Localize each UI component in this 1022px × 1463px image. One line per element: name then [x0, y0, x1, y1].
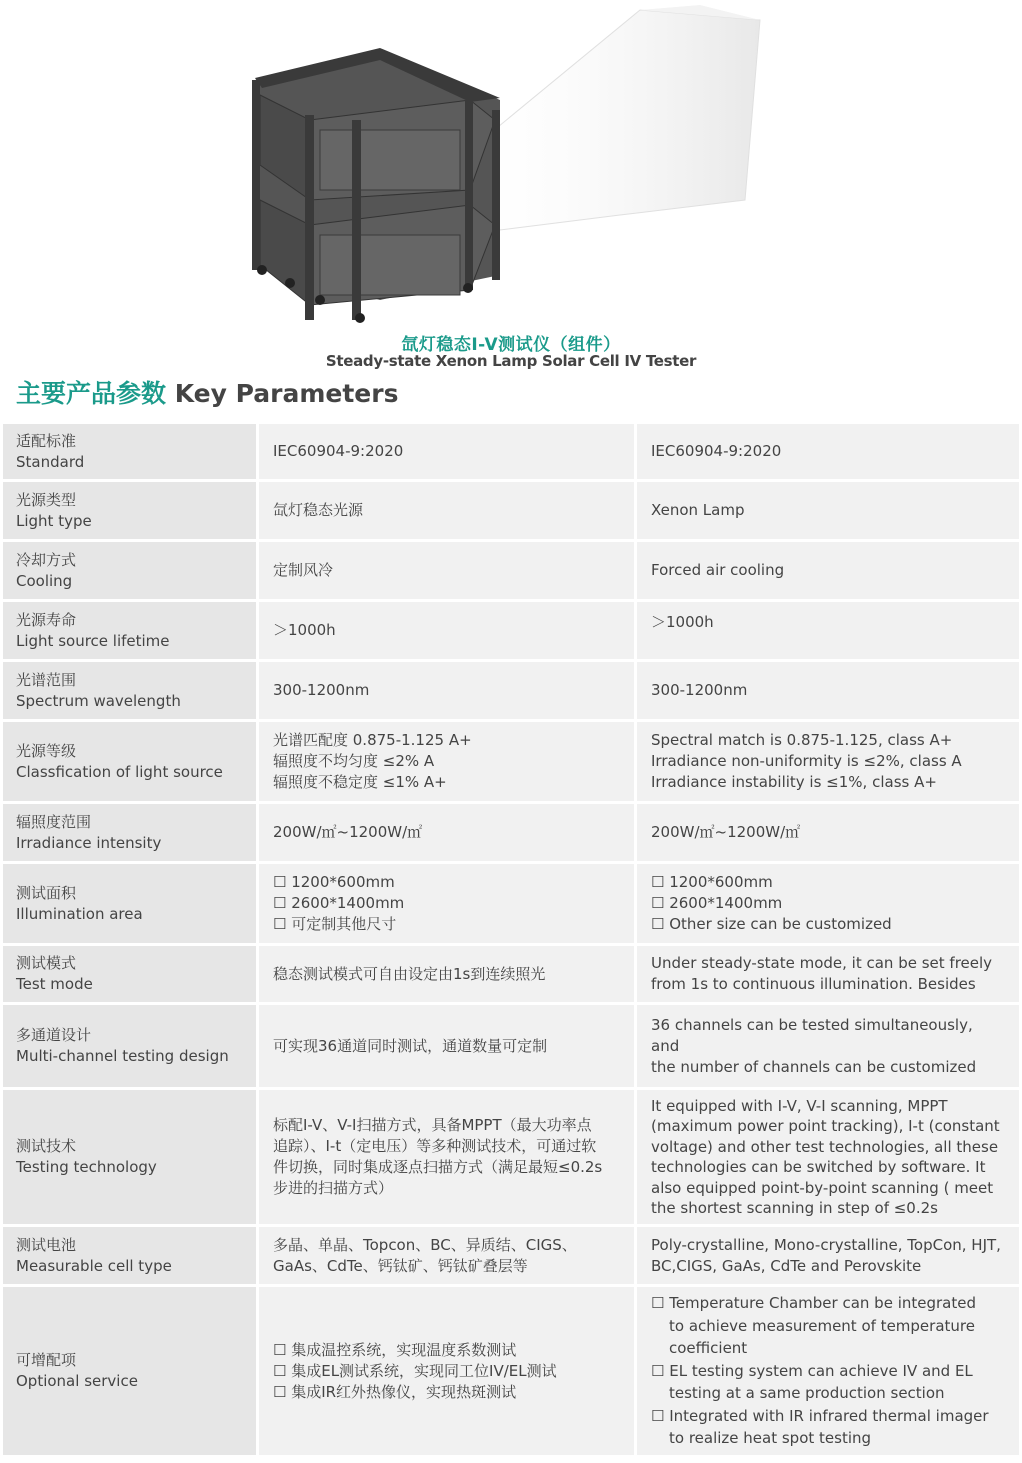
value-cn: 定制风冷 — [259, 542, 634, 599]
value-en: Forced air cooling — [637, 542, 1019, 599]
value-cn: 稳态测试模式可自由设定由1s到连续照光 — [259, 946, 634, 1002]
parameters-table — [0, 421, 1022, 1458]
value-cn: ☐ 集成温控系统，实现温度系数测试 ☐ 集成EL测试系统，实现同工位IV/EL测试 ☐ 集成IR红外热像仪，实现热斑测试 — [259, 1287, 634, 1455]
row-label: 测试电池 Measurable cell type — [3, 1227, 256, 1284]
table-row — [3, 946, 1019, 1002]
table-row — [3, 542, 1019, 599]
value-cn: 光谱匹配度 0.875-1.125 A+ 辐照度不均匀度 ≤2% A 辐照度不稳定度 ≤1% A+ — [259, 722, 634, 801]
value-en: ☐ 1200*600mm ☐ 2600*1400mm ☐ Other size can be customized — [637, 864, 1019, 943]
section-title-en: Key Parameters — [174, 379, 399, 408]
table-row — [3, 482, 1019, 539]
table-row — [3, 662, 1019, 719]
row-label: 多通道设计 Multi-channel testing design — [3, 1005, 256, 1087]
value-en: ☐ Temperature Chamber can be integrated to achieve measurement of temperature coefficient ☐ EL testing system can achieve IV and EL testing at a same production section ☐ Integrated with IR infrared thermal imager to realize heat spot testing — [637, 1287, 1019, 1455]
value-cn: 可实现36通道同时测试，通道数量可定制 — [259, 1005, 634, 1087]
row-label: 辐照度范围 Irradiance intensity — [3, 804, 256, 861]
value-en: Xenon Lamp — [637, 482, 1019, 539]
table-row — [3, 424, 1019, 479]
row-label: 适配标准 Standard — [3, 424, 256, 479]
value-cn: 300-1200nm — [259, 662, 634, 719]
row-label: 测试技术 Testing technology — [3, 1090, 256, 1224]
value-en: ＞1000h — [637, 602, 1019, 659]
row-label: 测试面积 Illumination area — [3, 864, 256, 943]
table-row — [3, 1090, 1019, 1224]
value-cn: IEC60904-9:2020 — [259, 424, 634, 479]
xenon-tester-illustration — [0, 0, 1022, 330]
product-image — [0, 0, 1022, 330]
value-en: IEC60904-9:2020 — [637, 424, 1019, 479]
table-row — [3, 804, 1019, 861]
value-en: Spectral match is 0.875-1.125, class A+ Irradiance non-uniformity is ≤2%, class A Irradiance instability is ≤1%, class A+ — [637, 722, 1019, 801]
value-en: It equipped with I-V, V-I scanning, MPPT (maximum power point tracking), I-t (constant voltage) and other test technologies, all these technologies can be switched by software. It also equipped point-by-point scanning ( meet the shortest scanning in step of ≤0.2s — [637, 1090, 1019, 1224]
row-label: 光源等级 Classfication of light source — [3, 722, 256, 801]
product-title-cn: 氙灯稳态I-V测试仪（组件） — [401, 335, 621, 355]
row-label: 光源寿命 Light source lifetime — [3, 602, 256, 659]
product-title-en: Steady-state Xenon Lamp Solar Cell IV Tester — [325, 352, 697, 370]
value-en: 300-1200nm — [637, 662, 1019, 719]
table-row — [3, 1227, 1019, 1284]
section-title-cn: 主要产品参数 — [16, 379, 167, 408]
value-en: Under steady-state mode, it can be set freely from 1s to continuous illumination. Besides — [637, 946, 1019, 1002]
value-cn: 200W/㎡~1200W/㎡ — [259, 804, 634, 861]
section-heading — [16, 374, 398, 410]
value-cn: ☐ 1200*600mm ☐ 2600*1400mm ☐ 可定制其他尺寸 — [259, 864, 634, 943]
row-label: 光源类型 Light type — [3, 482, 256, 539]
row-label: 可增配项 Optional service — [3, 1287, 256, 1455]
table-row — [3, 1287, 1019, 1455]
value-cn: 多晶、单晶、Topcon、BC、异质结、CIGS、 GaAs、CdTe、钙钛矿、钙钛矿叠层等 — [259, 1227, 634, 1284]
row-label: 测试模式 Test mode — [3, 946, 256, 1002]
row-label: 冷却方式 Cooling — [3, 542, 256, 599]
table-row — [3, 864, 1019, 943]
value-en: 36 channels can be tested simultaneously, and the number of channels can be customized — [637, 1005, 1019, 1087]
table-row — [3, 602, 1019, 659]
value-cn: 氙灯稳态光源 — [259, 482, 634, 539]
table-row — [3, 1005, 1019, 1087]
value-en: 200W/㎡~1200W/㎡ — [637, 804, 1019, 861]
value-cn: ＞1000h — [259, 602, 634, 659]
value-cn: 标配I-V、V-I扫描方式，具备MPPT（最大功率点 追踪）、I-t（定电压）等多种测试技术，可通过软 件切换，同时集成逐点扫描方式（满足最短≤0.2s 步进的扫描方式） — [259, 1090, 634, 1224]
value-en: Poly-crystalline, Mono-crystalline, TopCon, HJT, BC,CIGS, GaAs, CdTe and Perovskite — [637, 1227, 1019, 1284]
table-row — [3, 722, 1019, 801]
row-label: 光谱范围 Spectrum wavelength — [3, 662, 256, 719]
